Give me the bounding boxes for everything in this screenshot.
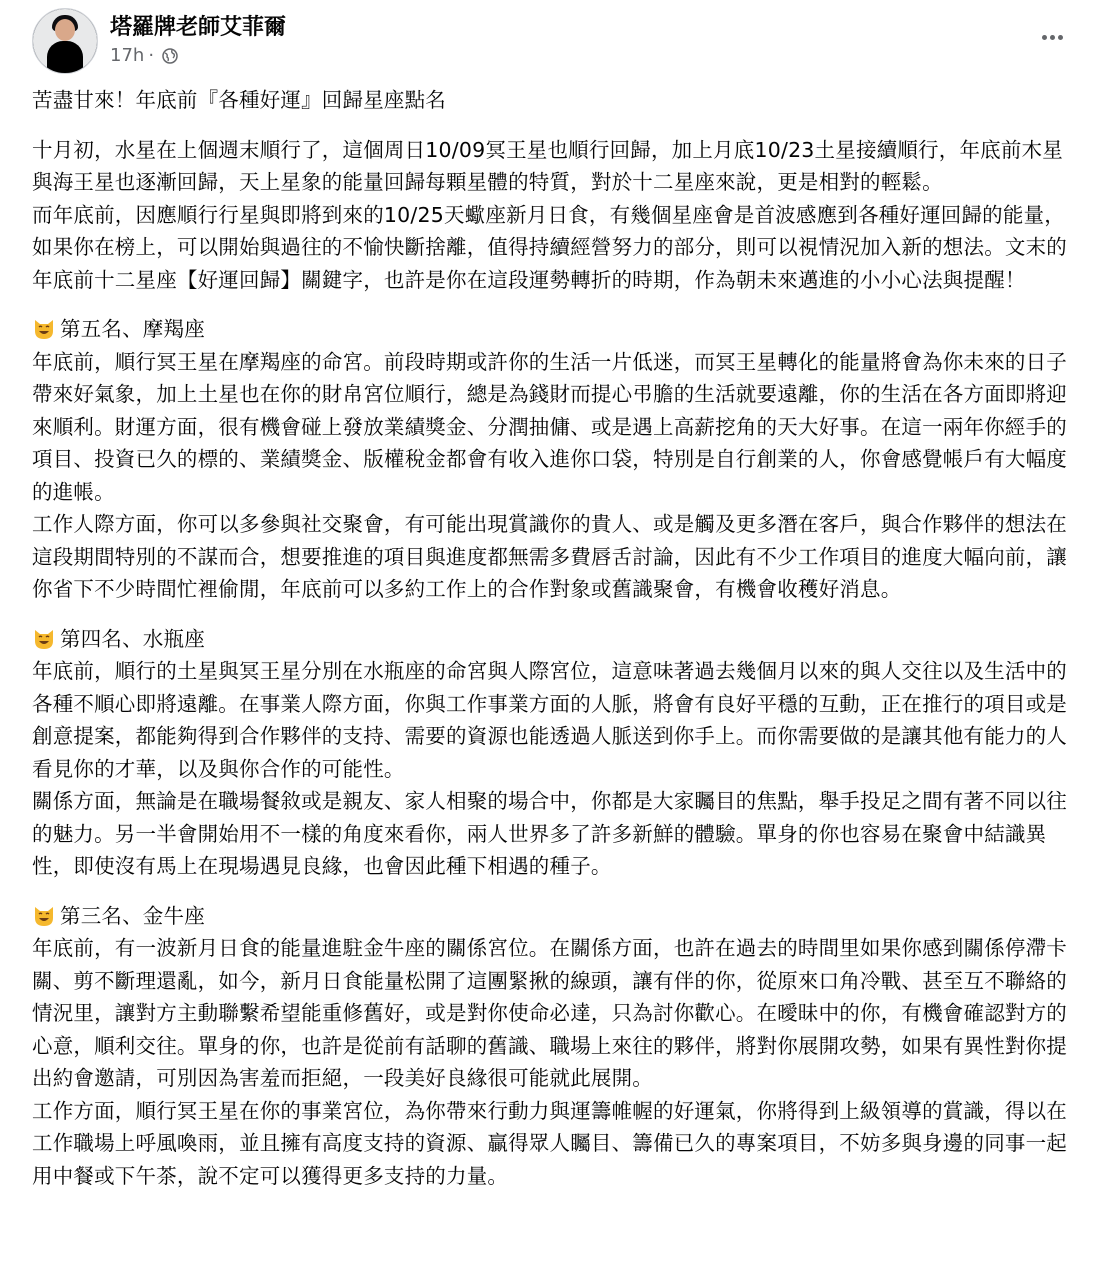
post-title: 苦盡甘來！年底前『各種好運』回歸星座點名: [32, 88, 446, 112]
section-paragraph: 年底前，順行的土星與冥王星分別在水瓶座的命宮與人際宮位，這意味著過去幾個月以來的與人交往以及生活中的各種不順心即將遠離。在事業人際方面，你與工作事業方面的人脈，將會有良好平穩的互動，正在推行的項目或是創意提案，都能夠得到合作夥伴的支持、需要的資源也能透過人脈送到你手上。而你需要做的是讓其他有能力的人看見你的才華，以及與你合作的可能性。: [32, 659, 1067, 781]
section-paragraph: 年底前，有一波新月日食的能量進駐金牛座的關係宮位。在關係方面，也許在過去的時間里如果你感到關係停滯卡關、剪不斷理還亂，如今，新月日食能量松開了這團緊揪的線頭，讓有伴的你，從原來口角冷戰、甚至互不聯絡的情況里，讓對方主動聯繫希望能重修舊好，或是對你使命必達，只為討你歡心。在曖昧中的你，有機會確認對方的心意，順利交往。單身的你，也許是從前有話聊的舊識、職場上來往的夥伴，將對你展開攻勢，如果有異性對你提出約會邀請，可別因為害羞而拒絕，一段美好良緣很可能就此展開。: [32, 936, 1067, 1090]
section-title: 第五名、摩羯座: [60, 317, 205, 341]
more-options-icon[interactable]: [1032, 22, 1072, 52]
smiling-cat-emoji-icon: [32, 627, 56, 651]
section-heading: [32, 900, 1072, 933]
post-meta: 17h ·: [110, 45, 178, 66]
section-heading: [32, 313, 1072, 346]
smiling-cat-emoji-icon: [32, 904, 56, 928]
post-timestamp[interactable]: 17h: [110, 45, 145, 66]
section-paragraph: 工作方面，順行冥王星在你的事業宮位，為你帶來行動力與運籌帷幄的好運氣，你將得到上級領導的賞識，得以在工作職場上呼風喚雨，並且擁有高度支持的資源、贏得眾人矚目、籌備已久的專案項目，不妨多與身邊的同事一起用中餐或下午茶，說不定可以獲得更多支持的力量。: [32, 1098, 1067, 1188]
section-title: 第三名、金牛座: [60, 903, 205, 928]
post-content: [32, 84, 1072, 1192]
avatar[interactable]: [32, 8, 98, 74]
intro-paragraph: 而年底前，因應順行行星與即將到來的10/25天蠍座新月日食，有幾個星座會是首波感應到各種好運回歸的能量，如果你在榜上，可以開始與過往的不愉快斷捨離，值得持續經營努力的部分，則可以視情況加入新的想法。文末的年底前十二星座【好運回歸】關鍵字，也許是你在這段運勢轉折的時期，作為朝未來邁進的小小心法與提醒！: [32, 202, 1067, 292]
section-paragraph: 關係方面，無論是在職場餐敘或是親友、家人相聚的場合中，你都是大家矚目的焦點，舉手投足之間有著不同以往的魅力。另一半會開始用不一樣的角度來看你，兩人世界多了許多新鮮的體驗。單身的你也容易在聚會中結識異性，即使沒有馬上在現場遇見良緣，也會因此種下相遇的種子。: [32, 789, 1067, 878]
author-name[interactable]: 塔羅牌老師艾菲爾: [110, 15, 287, 40]
section-paragraph: 年底前，順行冥王星在摩羯座的命宮。前段時期或許你的生活一片低迷，而冥王星轉化的能量將會為你未來的日子帶來好氣象，加上土星也在你的財帛宮位順行，總是為錢財而提心弔膽的生活就要遠離，你的生活在各方面即將迎來順利。財運方面，很有機會碰上發放業績獎金、分潤抽傭、或是遇上高薪挖角的天大好事。在這一兩年你經手的項目、投資已久的標的、業績獎金、版權稅金都會有收入進你口袋，特別是自行創業的人，你會感覺帳戶有大幅度的進帳。: [32, 349, 1067, 504]
section-title: 第四名、水瓶座: [60, 626, 205, 651]
smiling-cat-emoji-icon: [32, 317, 56, 341]
globe-icon[interactable]: [162, 48, 178, 64]
intro-paragraph: 十月初，水星在上個週末順行了，這個周日10/09冥王星也順行回歸，加上月底10/23土星接續順行，年底前木星與海王星也逐漸回歸，天上星象的能量回歸每顆星體的特質，對於十二星座來說，更是相對的輕鬆。: [32, 137, 1063, 194]
post-header: [32, 4, 1072, 74]
section-heading: [32, 623, 1072, 656]
section-paragraph: 工作人際方面，你可以多參與社交聚會，有可能出現賞識你的貴人、或是觸及更多潛在客戶，與合作夥伴的想法在這段期間特別的不謀而合，想要推進的項目與進度都無需多費唇舌討論，因此有不少工作項目的進度大幅向前，讓你省下不少時間忙裡偷閒，年底前可以多約工作上的合作對象或舊識聚會，有機會收穫好消息。: [32, 512, 1067, 601]
